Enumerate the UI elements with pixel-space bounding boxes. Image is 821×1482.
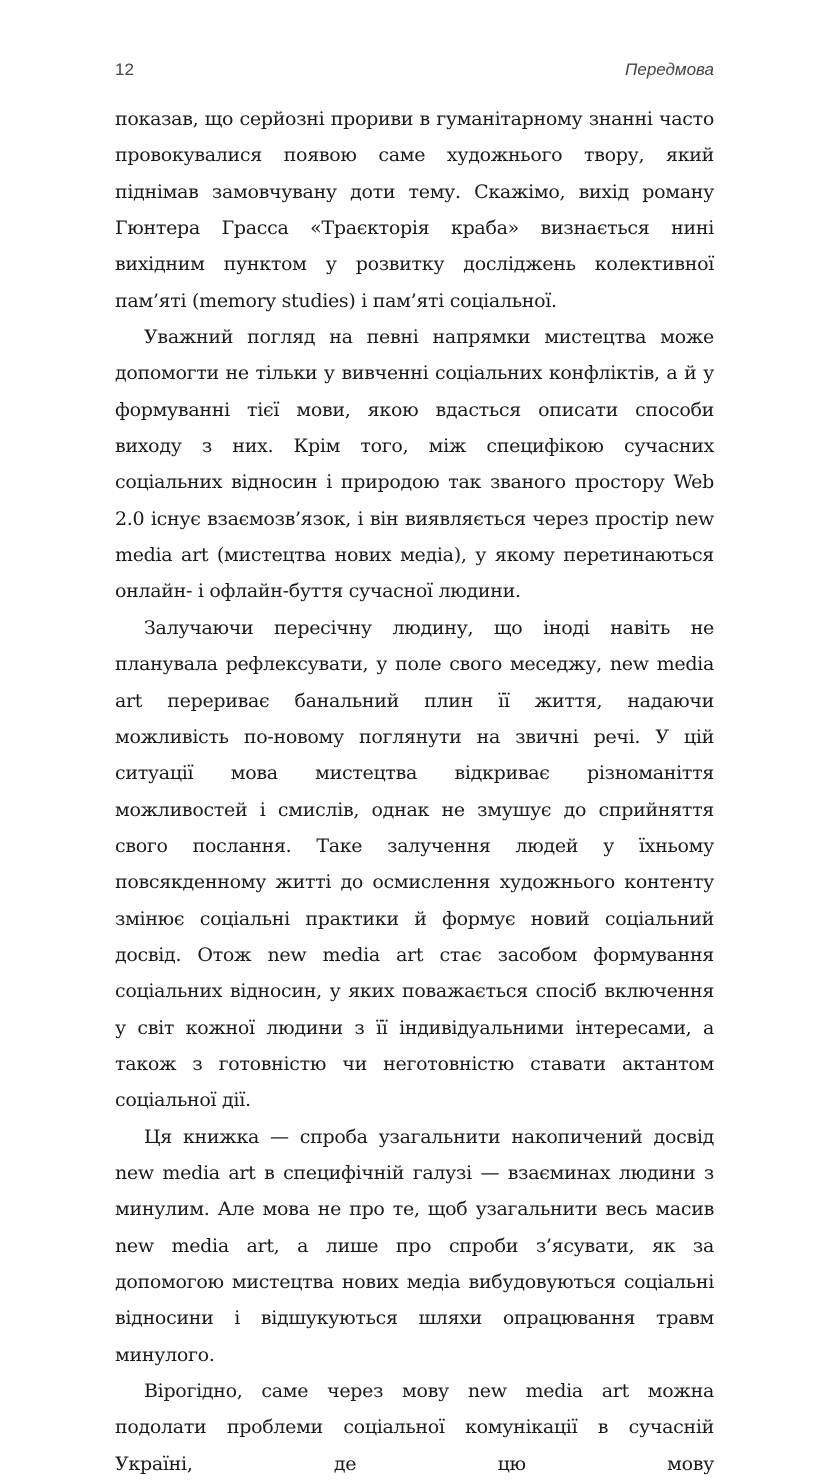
paragraph: Залучаючи пересічну людину, що іноді навіть не планувала рефлексувати, у поле свого меседжу, new media art перериває банальний плин її життя, надаючи можливість по-новому поглянути на звичні речі. У цій ситуації мова мистецтва відкриває різноманіття можливостей і смислів, однак не змушує до сприйняття свого послання. Таке залучення людей у їхньому повсякденному житті до осмислення художнього контенту змінює соціальні практики й формує новий соціальний досвід. Отож new media art стає засобом формування соціальних відносин, у яких поважається спосіб включення у світ кожної людини з її індивідуальними інтересами, а також з готовністю чи неготовністю ставати актантом соціальної дії. — [115, 616, 714, 1112]
paragraph: Уважний погляд на певні напрямки мистецтва може допомогти не тільки у вивченні соціальних конфліктів, а й у формуванні тієї мови, якою вдасться описати способи виходу з них. Крім того, між специфікою сучасних соціальних відносин і природою так званого простору Web 2.0 існує взаємозв’язок, і він виявляється через простір new media art (мистецтва нових медіа), у якому перетинаються онлайн- і офлайн-буття сучасної людини. — [115, 326, 714, 603]
body-text — [115, 101, 714, 1482]
section-title: Передмова — [625, 60, 714, 79]
running-header — [115, 60, 714, 88]
paragraph-continues-next-page: Вірогідно, саме через мову new media art можна подолати проблеми соціальної комунікації в сучасній Україні, де цю мову — [115, 1380, 714, 1475]
paragraph-continued: показав, що серйозні прориви в гуманітарному знанні часто провокувалися появою саме художнього твору, який піднімав замовчувану доти тему. Скажімо, вихід роману Гюнтера Грасса «Траєкторія краба» визнається нині вихідним пунктом у розвитку досліджень колективної пам’яті (memory studies) і пам’яті соціальної. — [115, 108, 714, 312]
paragraph: Ця книжка — спроба узагальнити накопичений досвід new media art в специфічній галузі — взаєминах людини з минулим. Але мова не про те, щоб узагальнити весь масив new media art, а лише про спроби з’ясувати, як за допомогою мистецтва нових медіа вибудовуються соціальні відносини і відшукуються шляхи опрацювання травм минулого. — [115, 1125, 714, 1366]
page-number: 12 — [115, 60, 134, 79]
